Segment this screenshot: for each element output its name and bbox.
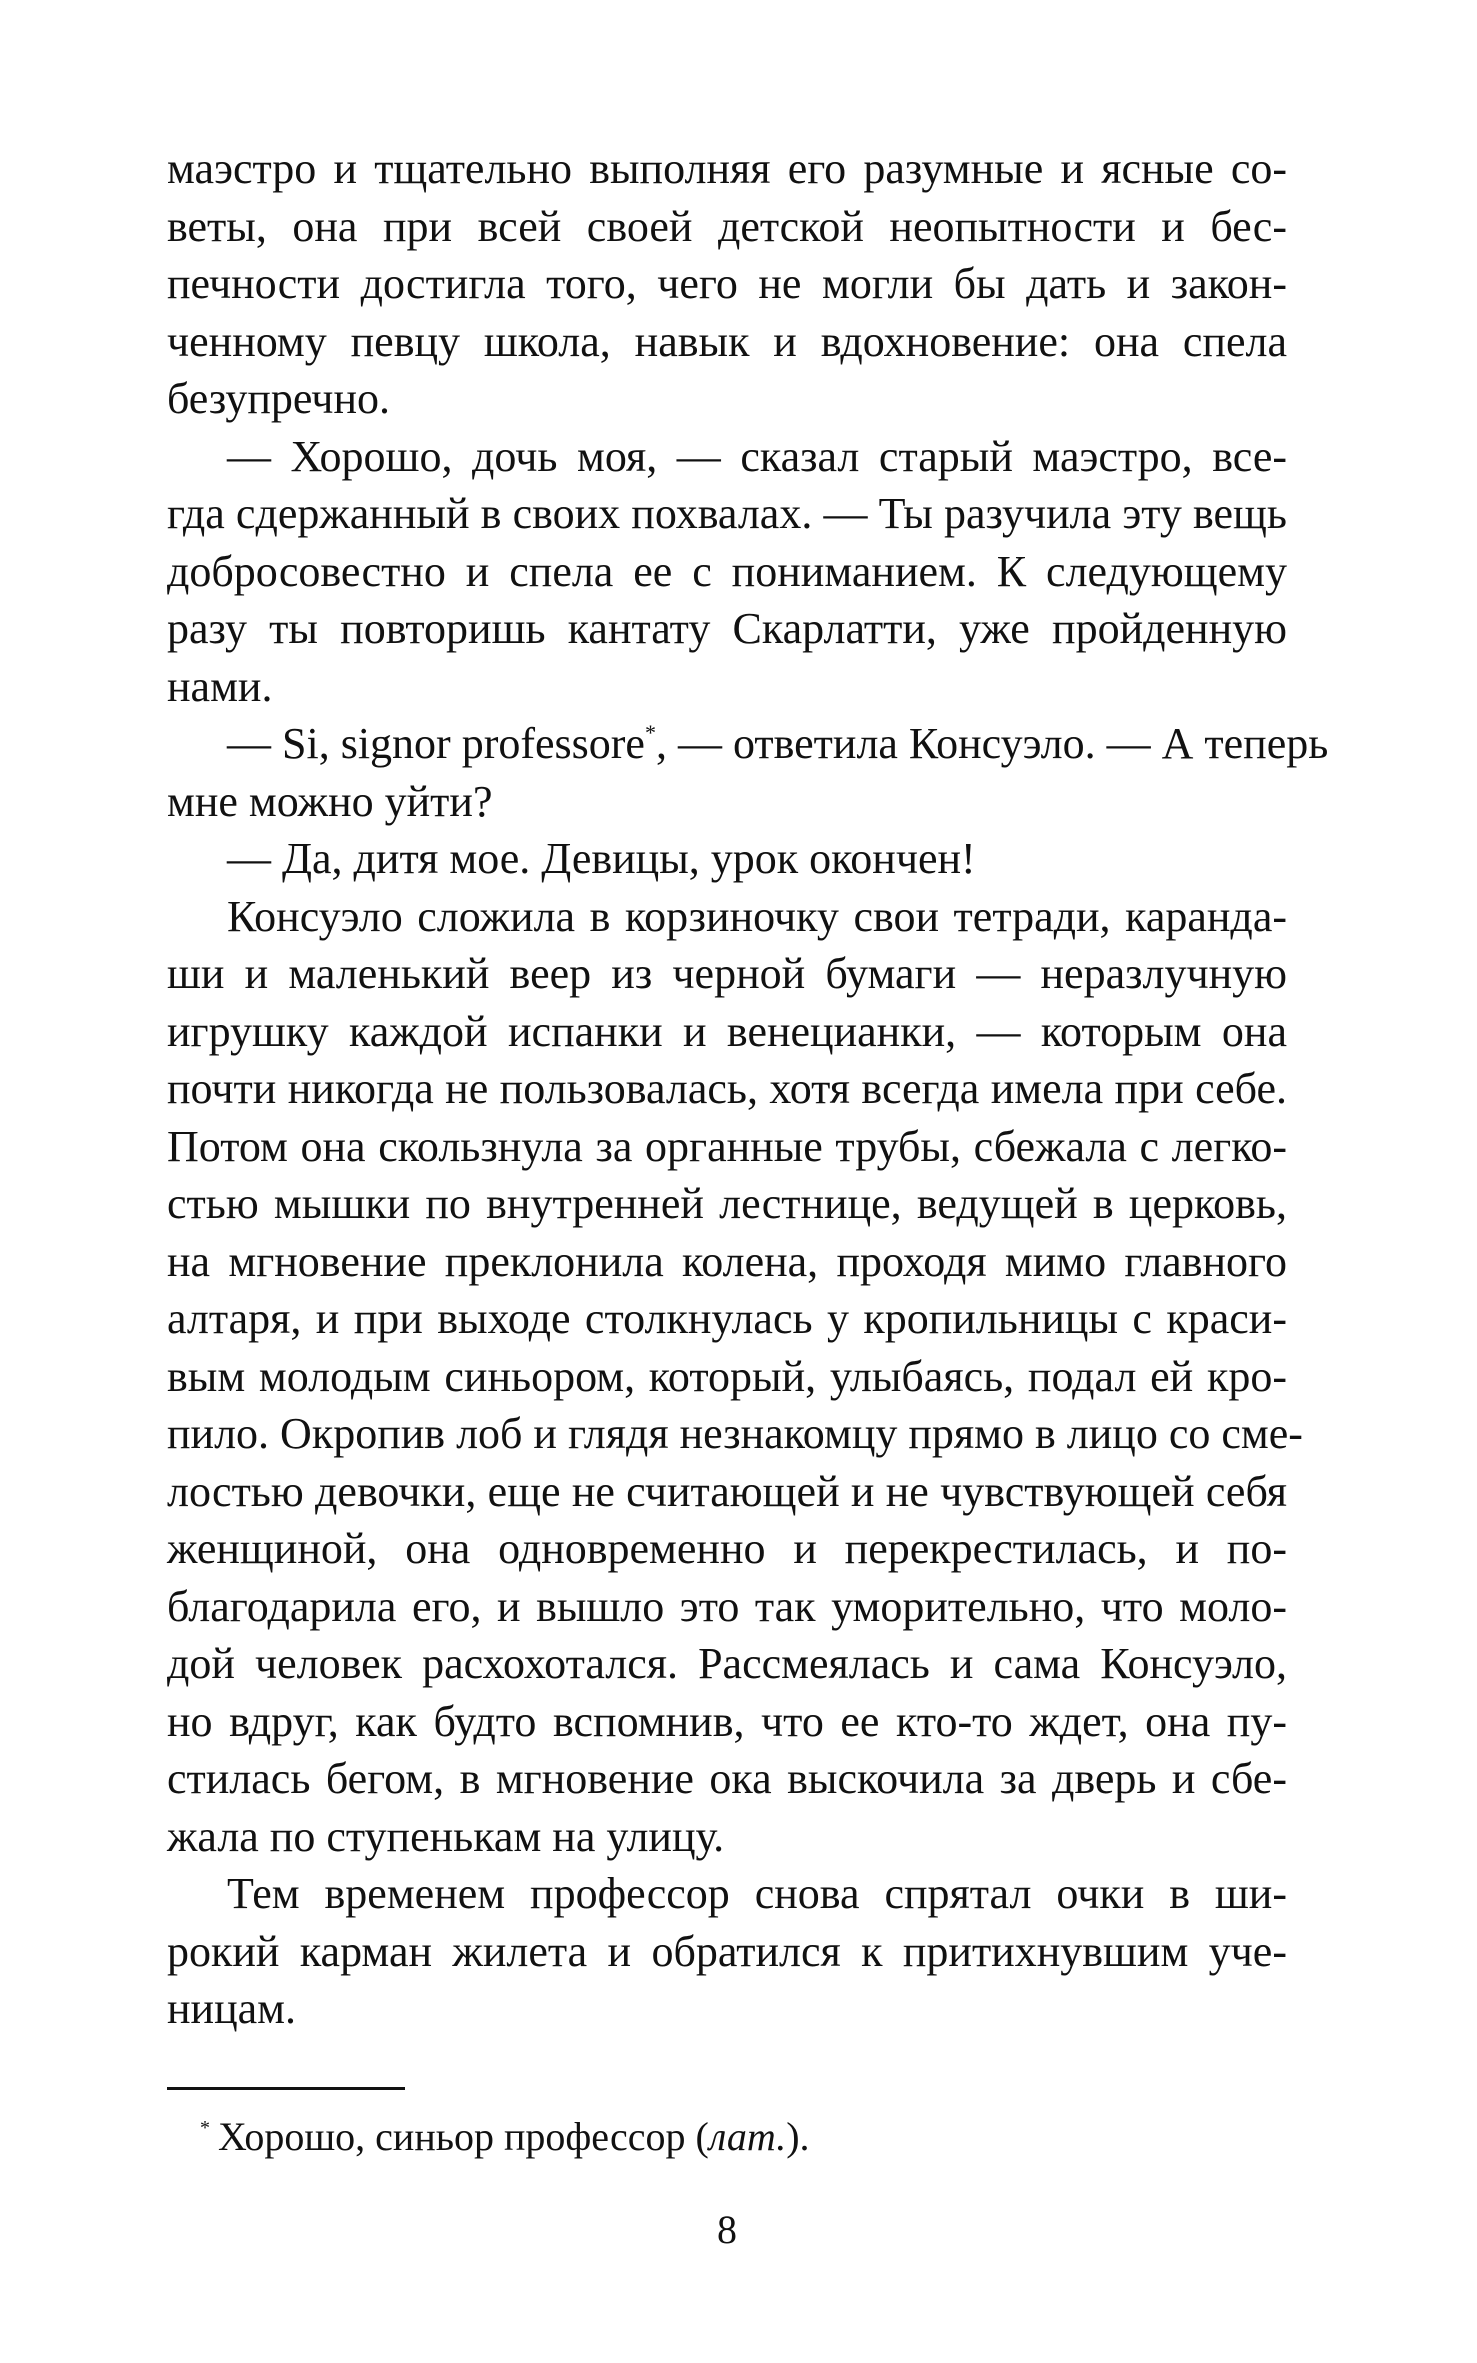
- text-line: безупречно.: [167, 374, 390, 423]
- text-line: дой человек расхохотался. Рассмеялась и сама Консуэло,: [167, 1639, 1287, 1688]
- text-line: жала по ступенькам на улицу.: [167, 1811, 725, 1861]
- text-line: Консуэло сложила в корзиночку свои тетради, каранда-: [227, 891, 1287, 941]
- text-line: ченному певцу школа, навык и вдохновение: она спела: [167, 316, 1287, 366]
- text-line: маэстро и тщательно выполняя его разумные и ясные со-: [167, 144, 1287, 193]
- text-line: рокий карман жилета и обратился к притихнувшим уче-: [167, 1926, 1287, 1976]
- text-line: Потом она скользнула за органные трубы, сбежала с легко-: [167, 1121, 1287, 1171]
- text-line: пило. Окропив лоб и глядя незнакомцу прямо в лицо со сме-: [167, 1409, 1303, 1458]
- text-line: игрушку каждой испанки и венецианки, — которым она: [167, 1006, 1287, 1056]
- text-line-with-footnote-ref: [167, 715, 1329, 773]
- body-text: [167, 140, 1329, 2038]
- text-line: стью мышки по внутренней лестнице, ведущей в церковь,: [167, 1179, 1287, 1228]
- text-line: почти никогда не пользовалась, хотя всегда имела при себе.: [167, 1064, 1287, 1113]
- text-line: но вдруг, как будто вспомнив, что ее кто-то ждет, она пу-: [167, 1696, 1287, 1746]
- text-line: ши и маленький веер из черной бумаги — неразлучную: [167, 949, 1287, 998]
- footnote-mark: *: [200, 2117, 210, 2139]
- text-line: Тем временем профессор снова спрятал очки в ши-: [227, 1869, 1287, 1918]
- text-line: мне можно уйти?: [167, 776, 493, 826]
- text-line: — Да, дитя мое. Девицы, урок окончен!: [227, 834, 976, 883]
- text-line: разу ты повторишь кантату Скарлатти, уже пройденную: [167, 604, 1287, 653]
- text-line: вым молодым синьором, который, улыбаясь, подал ей кро-: [167, 1351, 1287, 1401]
- text-line: алтаря, и при выходе столкнулась у кропильницы с краси-: [167, 1294, 1287, 1343]
- text-segment: , — ответила Консуэло. — А теперь: [655, 719, 1329, 768]
- text-line: печности достигла того, чего не могли бы дать и закон-: [167, 259, 1287, 308]
- text-line: стилась бегом, в мгновение ока выскочила за дверь и сбе-: [167, 1754, 1287, 1803]
- text-line: женщиной, она одновременно и перекрестилась, и по-: [167, 1524, 1287, 1573]
- text-line: нами.: [167, 661, 273, 711]
- text-line: благодарила его, и вышло это так уморительно, что моло-: [167, 1581, 1287, 1631]
- page-number: 8: [717, 2207, 737, 2252]
- text-line: добросовестно и спела ее с пониманием. К следующему: [167, 546, 1287, 596]
- footnote-text: Хорошо, синьор профессор (: [218, 2114, 709, 2159]
- text-line: гда сдержанный в своих похвалах. — Ты разучила эту вещь: [167, 489, 1287, 538]
- text-line: веты, она при всей своей детской неопытности и бес-: [167, 201, 1287, 251]
- footnote: [200, 2102, 810, 2163]
- footnote-text-end: ).: [786, 2114, 810, 2159]
- text-line: ницам.: [167, 1984, 297, 2033]
- footnote-language-abbrev: лат.: [708, 2114, 787, 2159]
- text-line: на мгновение преклонила колена, проходя мимо главного: [167, 1236, 1287, 1286]
- text-line: — Хорошо, дочь моя, — сказал старый маэстро, все-: [227, 431, 1287, 481]
- footnote-reference[interactable]: *: [644, 720, 656, 745]
- footnote-separator: [167, 2087, 405, 2090]
- text-line: лостью девочки, еще не считающей и не чувствующей себя: [167, 1466, 1287, 1516]
- text-segment: — Si, signor professore: [227, 719, 645, 768]
